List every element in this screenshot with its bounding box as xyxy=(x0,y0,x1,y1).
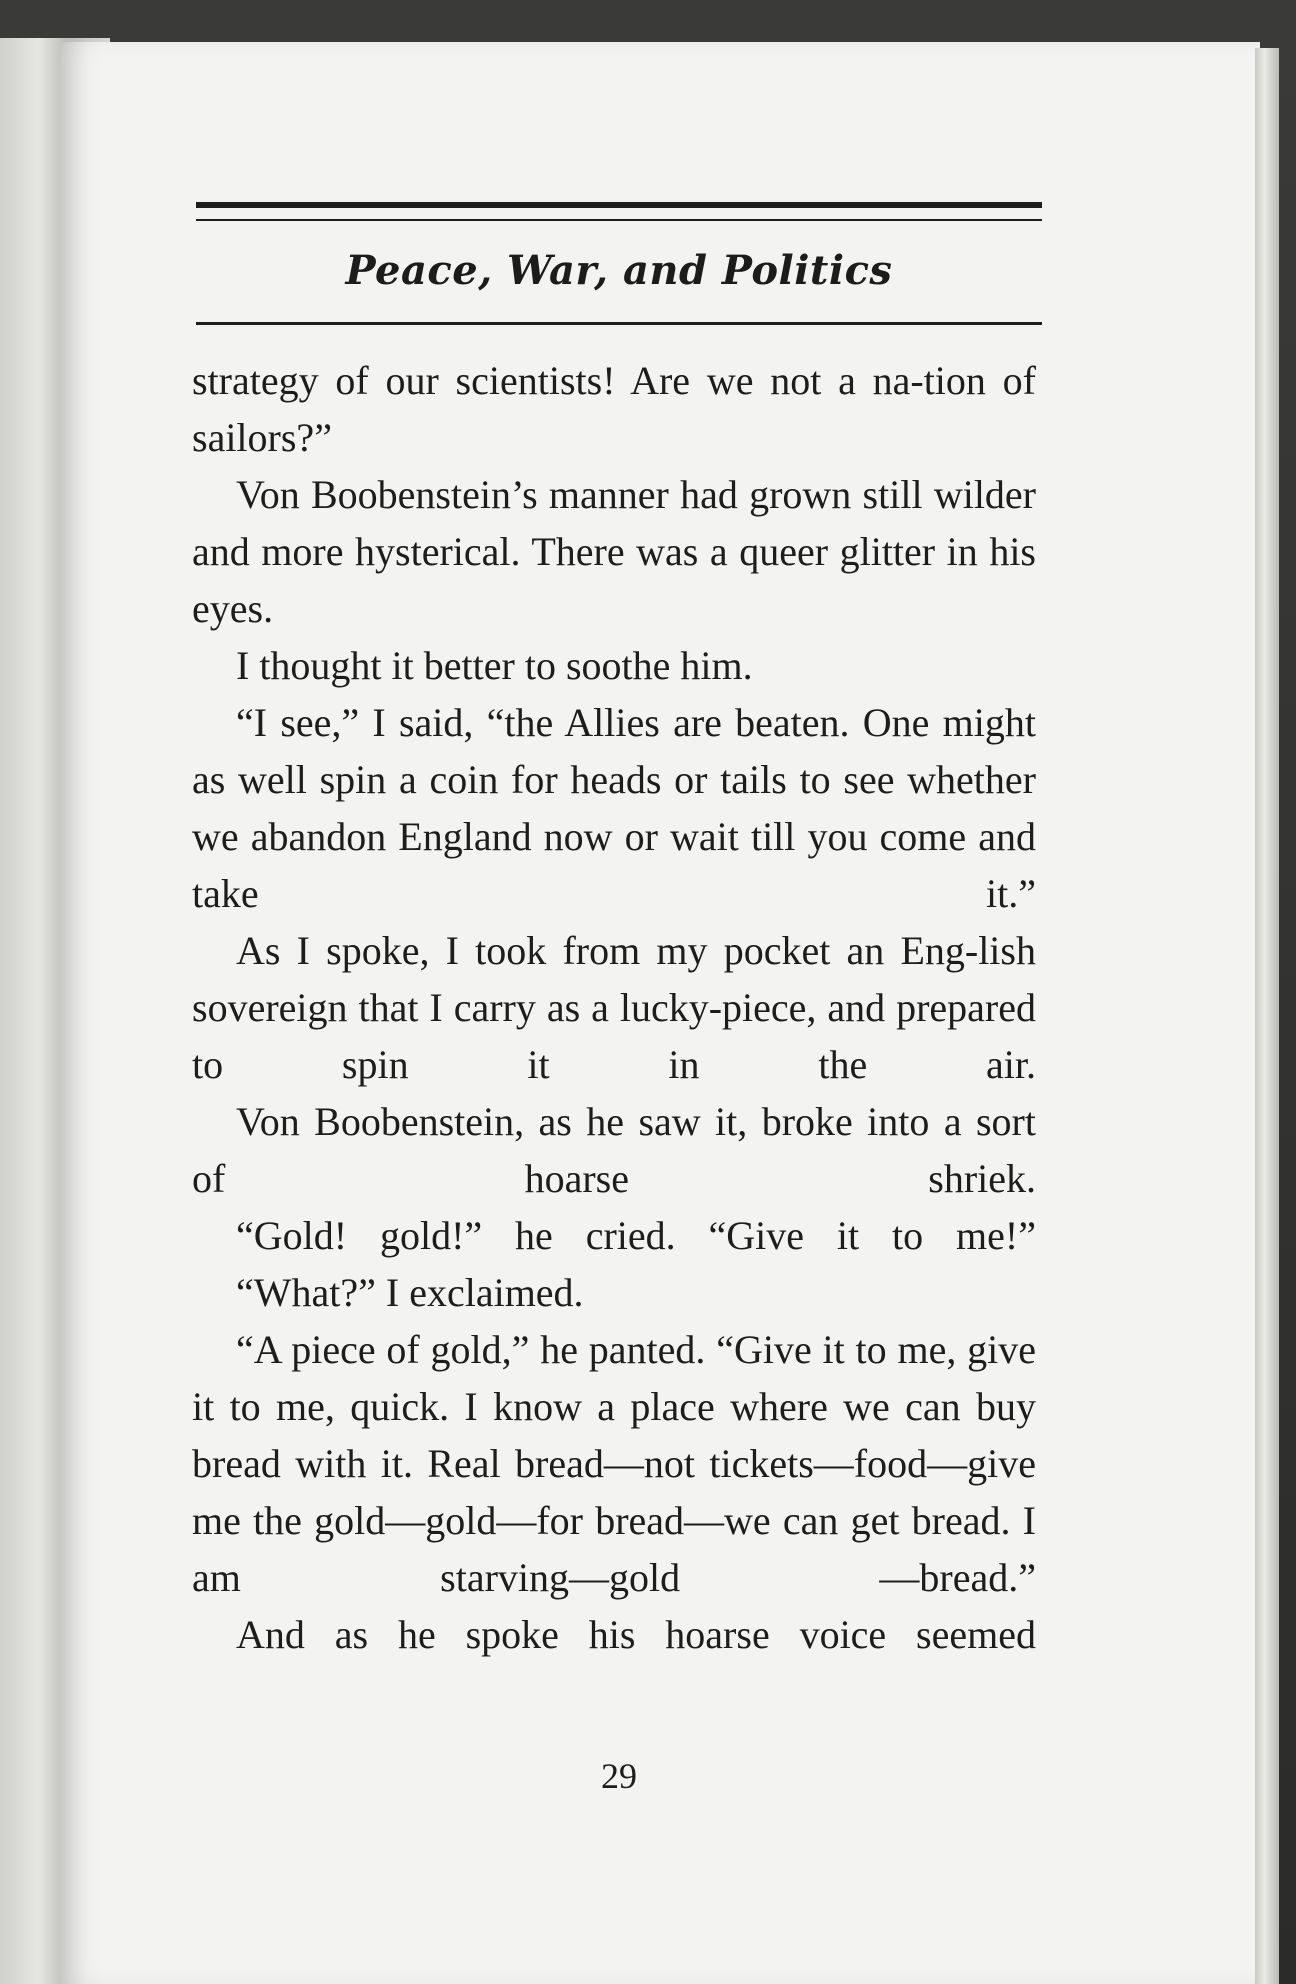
body-text xyxy=(192,352,1036,1663)
paragraph: I thought it better to soothe him. xyxy=(236,643,753,688)
paragraph: “Gold! gold!” he cried. “Give it to me!” xyxy=(236,1213,1036,1258)
header-rule-thick xyxy=(196,202,1042,208)
running-head: Peace, War, and Politics xyxy=(345,247,893,294)
page-number: 29 xyxy=(601,1756,637,1796)
page-right-edge xyxy=(1255,48,1279,1984)
paragraph: “What?” I exclaimed. xyxy=(236,1270,584,1315)
paragraph: “A piece of gold,” he panted. “Give it to me, give it to me, quick. I know a place where we can buy bread with it. Real bread—not tickets—food—give me the gold—gold—for bread—we can get bread. I am starving—gold —bread.” xyxy=(192,1327,1036,1600)
header-rule-thin xyxy=(196,219,1042,221)
paragraph: As I spoke, I took from my pocket an Eng-lish sovereign that I carry as a lucky-piece, and prepared to spin it in the air. xyxy=(192,928,1036,1087)
paragraph: Von Boobenstein’s manner had grown still wilder and more hysterical. There was a queer glitter in his eyes. xyxy=(192,472,1036,631)
paragraph: Von Boobenstein, as he saw it, broke into a sort of hoarse shriek. xyxy=(192,1099,1036,1201)
header-rule-bottom xyxy=(196,322,1042,325)
paragraph: And as he spoke his hoarse voice seemed xyxy=(236,1612,1036,1657)
paragraph: strategy of our scientists! Are we not a na-tion of sailors?” xyxy=(192,358,1036,460)
paragraph: “I see,” I said, “the Allies are beaten. One might as well spin a coin for heads or tails to see whether we abandon England now or wait till you come and take it.” xyxy=(192,700,1036,916)
